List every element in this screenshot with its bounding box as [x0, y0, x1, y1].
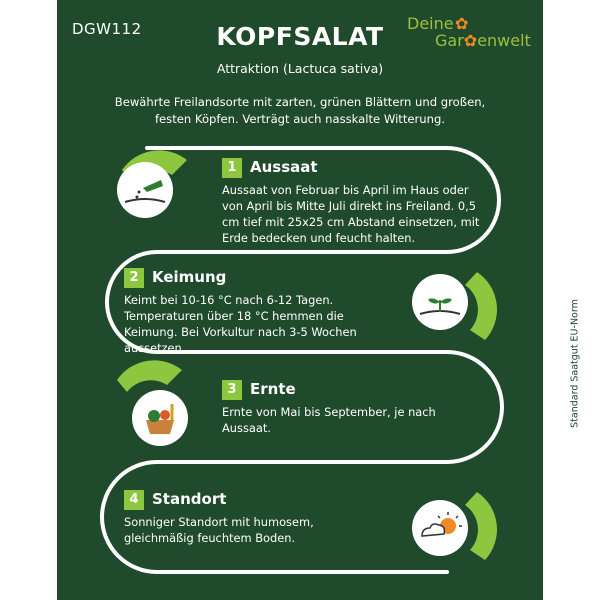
sowing-hand-icon: [117, 162, 173, 218]
step-1-heading: [222, 158, 318, 178]
product-code: DGW112: [72, 20, 142, 38]
product-subtitle: Attraktion (Lactuca sativa): [216, 61, 384, 76]
step-2-text: Keimt bei 10-16 °C nach 6-12 Tagen. Temperaturen über 18 °C hemmen die Keimung. Bei Vorkultur nach 3-5 Wochen aussetzen.: [124, 293, 357, 355]
step-2-title: Keimung: [152, 268, 227, 286]
harvest-basket-icon: [132, 390, 188, 446]
step-4-number: 4: [124, 490, 144, 510]
step-3-text: Ernte von Mai bis September, je nach Aussaat.: [222, 405, 436, 435]
step-3-title: Ernte: [250, 380, 296, 398]
logo-word-1: Deine: [407, 14, 454, 33]
step-3-number: 3: [222, 380, 242, 400]
step-4-text: Sonniger Standort mit humosem, gleichmäßig feuchtem Boden.: [124, 515, 314, 545]
standard-note: Standard Saatgut EU-Norm: [569, 299, 581, 428]
step-2-heading: [124, 268, 226, 288]
step-1-text: Aussaat von Februar bis April im Haus oder von April bis Mitte Juli direkt ins Freiland. 0,5 cm tief mit 25x25 cm Abstand einsetzen, mit Erde bedecken und feucht halten.: [222, 183, 480, 245]
product-title: KOPFSALAT: [216, 22, 384, 51]
step-1-number: 1: [222, 158, 242, 178]
manufacturer-note: Hergestellt für: Daniel Vogeley, Auf der Insel 20, 50259 Pulheim: [21, 215, 33, 520]
packet-panel: [57, 0, 543, 600]
step-4-title: Standort: [152, 490, 227, 508]
step-4-heading: [124, 490, 226, 510]
product-description: Bewährte Freilandsorte mit zarten, grünen Blättern und großen, festen Köpfen. Verträgt auch nasskalte Witterung.: [114, 95, 486, 126]
step-3-heading: [222, 380, 296, 400]
sprout-icon: [412, 274, 468, 330]
flower-icon: ✿: [455, 14, 469, 33]
step-1-title: Aussaat: [250, 158, 318, 176]
logo-word-2: Gar✿enwelt: [435, 31, 531, 50]
sun-cloud-icon: [412, 500, 468, 556]
brand-logo: [407, 14, 537, 54]
step-2-number: 2: [124, 268, 144, 288]
